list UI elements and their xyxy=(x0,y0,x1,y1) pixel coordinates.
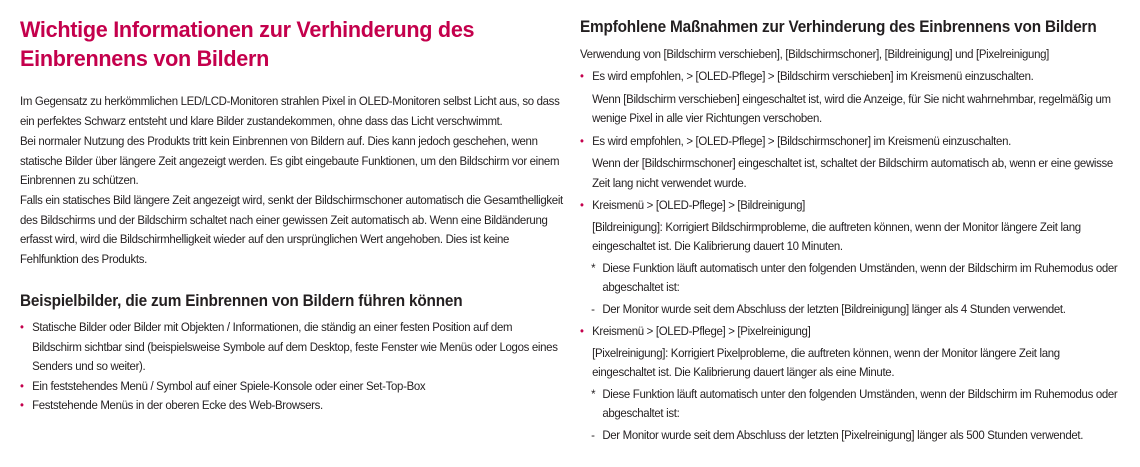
examples-list xyxy=(20,318,564,416)
bullet-icon: • xyxy=(20,398,24,412)
intro-paragraph-2: Bei normaler Nutzung des Produkts tritt kein Einbrennen von Bildern auf. Dies kann jedoch geschehen, wenn statische Bilder über längere Zeit angezeigt werden. Es gibt eingebaute Funktionen, um den Bildschirm vor einem Einbrennen zu schützen. xyxy=(20,134,560,187)
list-item xyxy=(580,132,1119,194)
item-pixel-cleaning-note xyxy=(580,385,1119,424)
bullet-icon: • xyxy=(580,324,584,338)
note-text: Diese Funktion läuft automatisch unter den folgenden Umständen, wenn der Bildschirm im Ruhemodus oder abgeschaltet ist: xyxy=(602,386,1118,420)
bullet-icon: • xyxy=(580,198,584,212)
item-pixel-cleaning: Kreismenü > [OLED-Pflege] > [Pixelreinigung] xyxy=(592,324,811,338)
item-screensaver-detail: Wenn der [Bildschirmschoner] eingeschaltet ist, schaltet der Bildschirm automatisch ab, wenn er eine gewisse Zeit lang nicht verwendet wurde. xyxy=(592,156,1113,190)
item-screen-shift: Es wird empfohlen, > [OLED-Pflege] > [Bildschirm verschieben] im Kreismenü einzuschalten. xyxy=(592,69,1034,83)
list-item xyxy=(580,196,1119,319)
dash-icon: - xyxy=(591,301,595,316)
bullet-icon: • xyxy=(20,378,24,393)
example-text: Feststehende Menüs in der oberen Ecke des Web-Browsers. xyxy=(32,398,323,412)
item-screensaver: Es wird empfohlen, > [OLED-Pflege] > [Bildschirmschoner] im Kreismenü einzuschalten. xyxy=(592,133,1011,148)
item-screen-shift-detail: Wenn [Bildschirm verschieben] eingeschaltet ist, wird die Anzeige, für Sie nicht wahrnehmbar, regelmäßig um wenige Pixel in alle vier Richtungen verschoben. xyxy=(592,91,1111,125)
bullet-icon: • xyxy=(580,133,584,148)
item-pixel-cleaning-condition xyxy=(580,426,1119,446)
page-title: Wichtige Informationen zur Verhinderung des Einbrennens von Bildern xyxy=(20,17,475,71)
asterisk-icon: * xyxy=(591,260,596,275)
item-pixel-cleaning-detail: [Pixelreinigung]: Korrigiert Pixelprobleme, die auftreten können, wenn der Monitor längere Zeit lang eingeschaltet ist. Die Kalibrierung dauert länger als eine Minute. xyxy=(592,345,1060,379)
list-item xyxy=(20,377,564,397)
condition-text: Der Monitor wurde seit dem Abschluss der letzten [Pixelreinigung] länger als 500 Stunden verwendet. xyxy=(602,427,1084,442)
recommendations-intro: Verwendung von [Bildschirm verschieben], [Bildschirmschoner], [Bildreinigung] und [Pixelreinigung] xyxy=(580,47,1050,61)
list-item xyxy=(580,67,1119,129)
intro-paragraph-3: Falls ein statisches Bild längere Zeit angezeigt wird, senkt der Bildschirmschoner automatisch die Gesamthelligkeit des Bildschirms und der Bildschirm schaltet nach einer gewissen Zeit automatisch ab. Wenn eine Bildänderung erfasst wird, wird die Bildschirmhelligkeit wieder auf den ursprünglichen Wert angehoben. Dies ist keine Fehlfunktion des Produkts. xyxy=(20,193,563,266)
recommendations-list xyxy=(580,67,1119,445)
condition-text: Der Monitor wurde seit dem Abschluss der letzten [Bildreinigung] länger als 4 Stunden verwendet. xyxy=(602,301,1066,316)
list-item xyxy=(580,322,1119,445)
asterisk-icon: * xyxy=(591,386,596,401)
item-image-cleaning-condition xyxy=(580,300,1119,320)
list-item xyxy=(20,396,564,416)
example-text: Ein feststehendes Menü / Symbol auf einer Spiele-Konsole oder einer Set-Top-Box xyxy=(32,378,426,393)
item-image-cleaning-note xyxy=(580,259,1119,298)
example-text: Statische Bilder oder Bilder mit Objekten / Informationen, die ständig an einer festen Position auf dem Bildschirm sichtbar sind (beispielsweise Symbole auf dem Desktop, feste Fenster wie Menüs oder Logos eines Senders und so weiter). xyxy=(32,320,558,373)
list-item xyxy=(20,318,564,377)
note-text: Diese Funktion läuft automatisch unter den folgenden Umständen, wenn der Bildschirm im Ruhemodus oder abgeschaltet ist: xyxy=(602,260,1118,294)
intro-paragraph-1: Im Gegensatz zu herkömmlichen LED/LCD-Monitoren strahlen Pixel in OLED-Monitoren selbst Licht aus, so dass ein perfektes Schwarz entsteht und klare Bilder zustandekommen, ohne dass das Licht verschwimmt. xyxy=(20,94,560,128)
bullet-icon: • xyxy=(580,69,584,83)
dash-icon: - xyxy=(591,427,595,442)
bullet-icon: • xyxy=(20,320,24,334)
examples-heading: Beispielbilder, die zum Einbrennen von Bildern führen können xyxy=(20,292,463,310)
item-image-cleaning-detail: [Bildreinigung]: Korrigiert Bildschirmprobleme, die auftreten können, wenn der Monitor längere Zeit lang eingeschaltet ist. Die Kalibrierung dauert 10 Minuten. xyxy=(592,219,1081,253)
item-image-cleaning: Kreismenü > [OLED-Pflege] > [Bildreinigung] xyxy=(592,198,806,212)
recommendations-heading: Empfohlene Maßnahmen zur Verhinderung des Einbrennens von Bildern xyxy=(580,18,1097,36)
